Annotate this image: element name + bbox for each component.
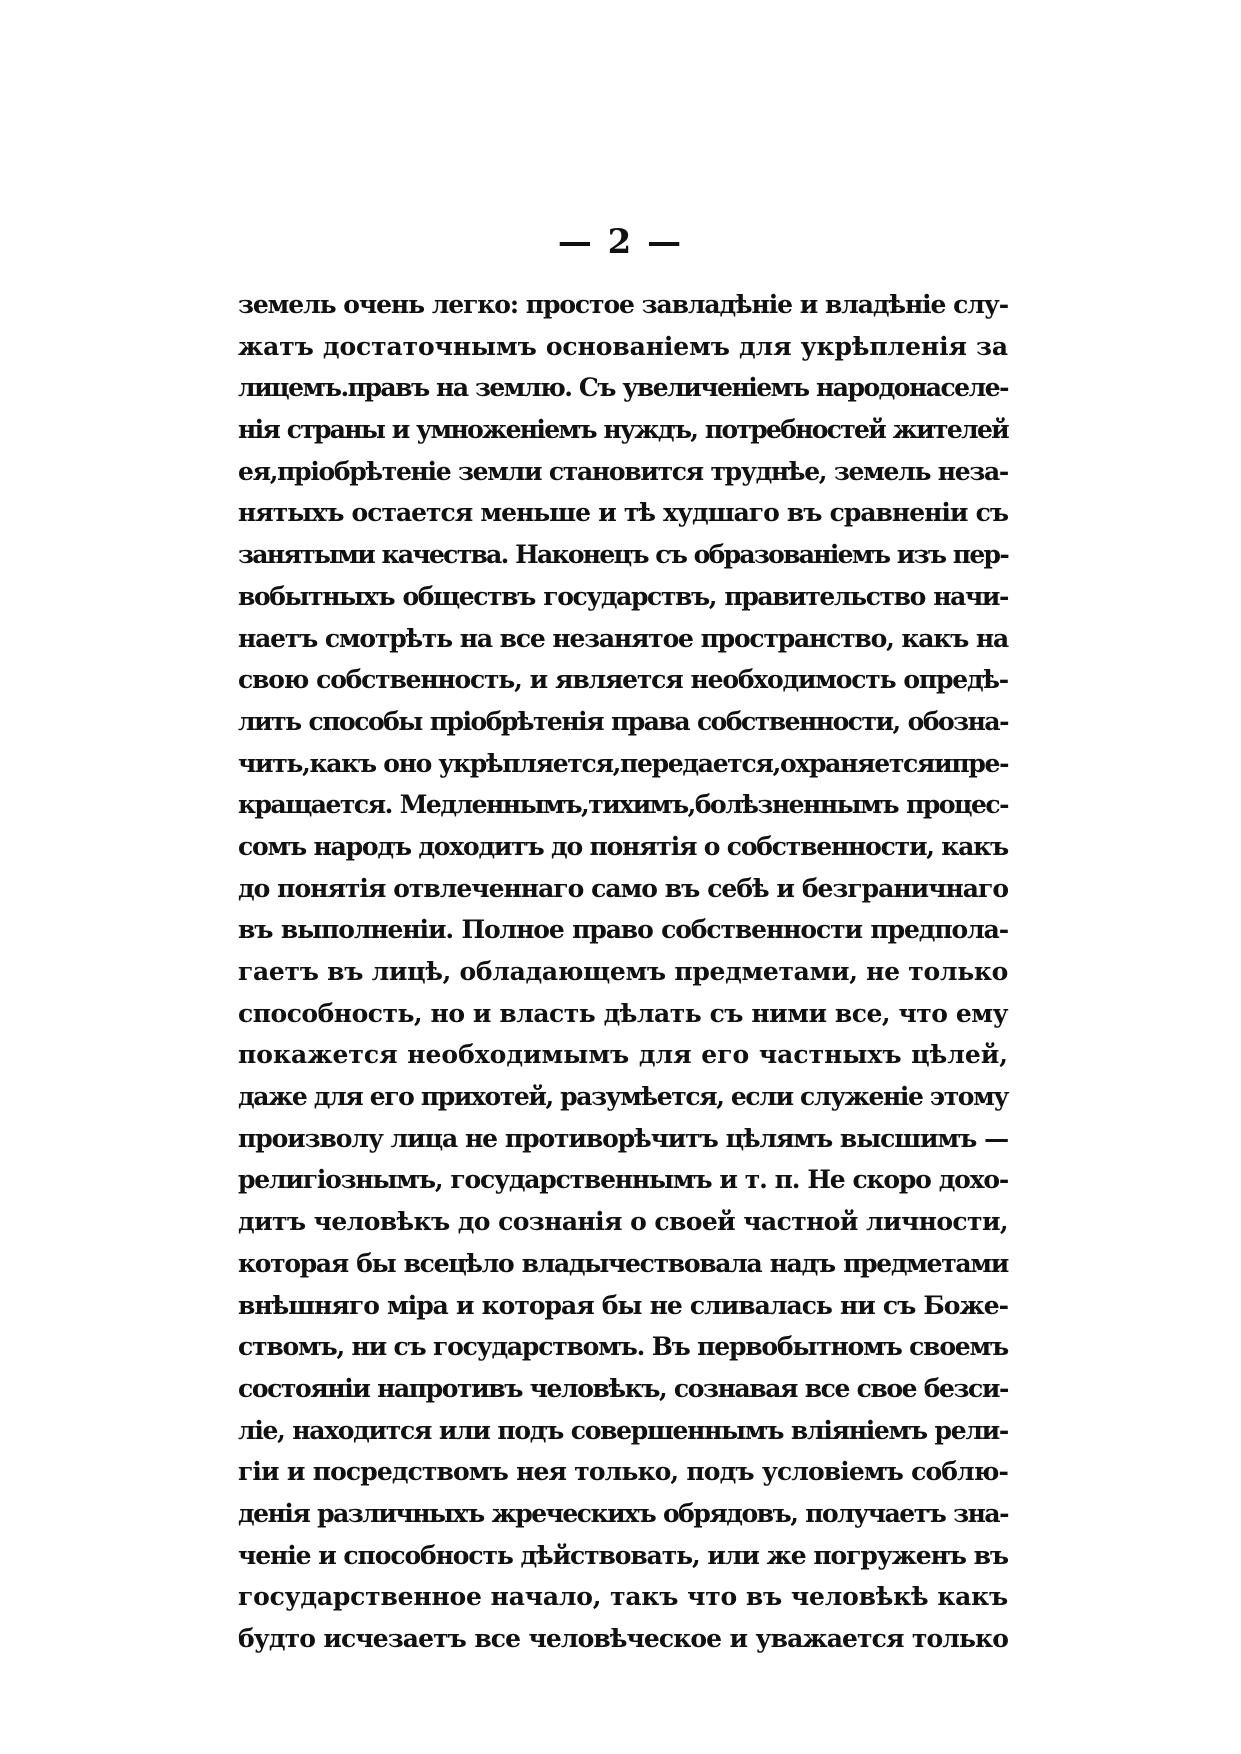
text-line: произволу лица не противорѣчитъ цѣлямъ высшимъ —: [238, 1123, 1008, 1153]
text-line: даже для его прихотей, разумѣется, если служеніе этому: [238, 1082, 1008, 1112]
text-line: лицемъ.правъ на землю. Съ увеличеніемъ народонаселе-: [238, 373, 1008, 403]
text-line: ствомъ, ни съ государствомъ. Въ первобытномъ своемъ: [238, 1332, 1008, 1362]
text-line: государственное начало, такъ что въ человѣкѣ какъ: [238, 1582, 1008, 1612]
text-line: дитъ человѣкъ до сознанія о своей частной личности,: [238, 1207, 1008, 1237]
text-line: до понятія отвлеченнаго само въ себѣ и безграничнаго: [238, 873, 1008, 903]
text-line: занятыми качества. Наконецъ съ образованіемъ изъ пер-: [238, 540, 1008, 570]
text-line: свою собственность, и является необходимость опредѣ-: [238, 665, 1008, 695]
text-line: денія различныхъ жреческихъ обрядовъ, получаетъ зна-: [238, 1498, 1008, 1528]
text-line: внѣшняго міра и которая бы не сливалась ни съ Боже-: [238, 1290, 1008, 1320]
text-line: сомъ народъ доходитъ до понятія о собственности, какъ: [238, 831, 1008, 861]
text-line: жатъ достаточнымъ основаніемъ для укрѣпленія за: [238, 331, 1008, 361]
text-line: гіи и посредствомъ нея только, подъ условіемъ соблю-: [238, 1457, 1008, 1487]
text-line: гаетъ въ лицѣ, обладающемъ предметами, не только: [238, 957, 1008, 986]
text-line: ліе, находится или подъ совершеннымъ вліяніемъ рели-: [238, 1415, 1008, 1445]
text-line: лить способы пріобрѣтенія права собственности, обозна-: [238, 706, 1008, 736]
text-line: въ выполненіи. Полное право собственности предпола-: [238, 915, 1008, 945]
text-line: нятыхъ остается меньше и тѣ худшаго въ сравненіи съ: [238, 498, 1008, 528]
text-line: религіознымъ, государственнымъ и т. п. Не скоро дохо-: [238, 1165, 1008, 1195]
page-number: — 2 —: [557, 222, 684, 262]
text-line: наетъ смотрѣть на все незанятое пространство, какъ на: [238, 623, 1008, 653]
text-line: ея,пріобрѣтеніе земли становится труднѣе, земель неза-: [238, 456, 1008, 486]
text-line: кращается. Медленнымъ,тихимъ,болѣзненнымъ процес-: [238, 790, 1008, 820]
text-line: нія страны и умноженіемъ нуждъ, потребностей жителей: [238, 415, 1008, 445]
text-line: чить,какъ оно укрѣпляется,передается,охраняетсяипре-: [238, 748, 1009, 778]
text-line: которая бы всецѣло владычествовала надъ предметами: [238, 1248, 1008, 1278]
text-line: ченіе и способность дѣйствовать, или же погруженъ въ: [238, 1540, 1008, 1570]
text-line: покажется необходимымъ для его частныхъ цѣлей,: [238, 1040, 1008, 1070]
text-line: способность, но и власть дѣлать съ ними все, что ему: [238, 998, 1008, 1028]
text-line: будто исчезаетъ все человѣческое и уважается только: [238, 1624, 1008, 1653]
text-line: состояніи напротивъ человѣкъ, сознавая все свое безси-: [238, 1373, 1008, 1403]
body-text: [238, 284, 1008, 1660]
text-line: вобытныхъ обществъ государствъ, правительство начи-: [238, 581, 1008, 611]
text-line: земель очень легко: простое завладѣніе и владѣніе слу-: [238, 290, 1008, 319]
